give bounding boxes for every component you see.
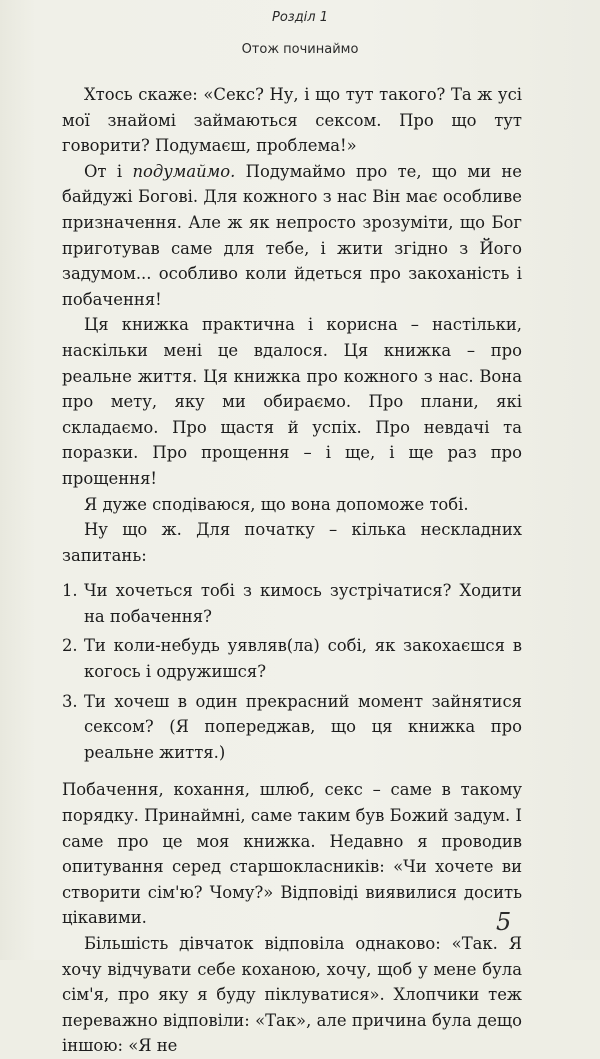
list-item: 1. Чи хочеться тобі з кимось зустрічатися? Ходити на побачення? — [62, 581, 522, 626]
list-item: 3. Ти хочеш в один прекрасний момент зайнятися сексом? (Я попереджав, що ця книжка про реальне життя.) — [62, 691, 522, 762]
page-number: 5 — [496, 908, 512, 936]
paragraph: Хтось скаже: «Секс? Ну, і що тут такого? Та ж усі мої знайомі займаються сексом. Про що тут говорити? Подумаєш, проблема!» — [62, 85, 522, 156]
question-list — [62, 578, 522, 765]
paragraph: Побачення, кохання, шлюб, секс – саме в такому порядку. Принаймні, саме таким був Божий задум. І саме про це моя книжка. Недавно я проводив опитування серед старшокласників: «Чи хочете ви створити сім'ю? Чому?» Відповіді виявилися досить цікавими. — [62, 780, 522, 928]
paragraph: Ну що ж. Для початку – кілька нескладних запитань: — [62, 520, 522, 565]
emphasis: подумаймо. — [132, 161, 236, 181]
page-body — [62, 82, 522, 1059]
paragraph: Ця книжка практична і корисна – настільки, наскільки мені це вдалося. Ця книжка – про реальне життя. Ця книжка про кожного з нас. Вона про мету, яку ми обираємо. Про плани, які складаємо. Про щастя й успіх. Про невдачі та поразки. Про прощення – і ще, і ще раз про прощення! — [62, 315, 522, 488]
section-subtitle: Отож починаймо — [241, 42, 359, 57]
paragraph: От і подумаймо. Подумаймо про те, що ми не байдужі Богові. Для кожного з нас Він має особливе призначення. Але ж як непросто зрозуміти, що Бог приготував саме для тебе, і жити згідно з Його задумом... особливо коли йдеться про закоханість і побачення! — [62, 161, 523, 309]
paragraph: Більшість дівчаток відповіла однаково: «Так. Я хочу відчувати себе коханою, хочу, щоб у мене була сім'я, про яку я буду піклуватися». Хлопчики теж переважно відповіли: «Так», але причина була дещо іншою: «Я не — [62, 934, 522, 1056]
chapter-heading: Розділ 1 — [271, 10, 329, 25]
list-item: 2. Ти коли-небудь уявляв(ла) собі, як закохаєшся в когось і одружишся? — [62, 636, 522, 682]
paragraph: Я дуже сподіваюся, що вона допоможе тобі. — [84, 494, 469, 514]
